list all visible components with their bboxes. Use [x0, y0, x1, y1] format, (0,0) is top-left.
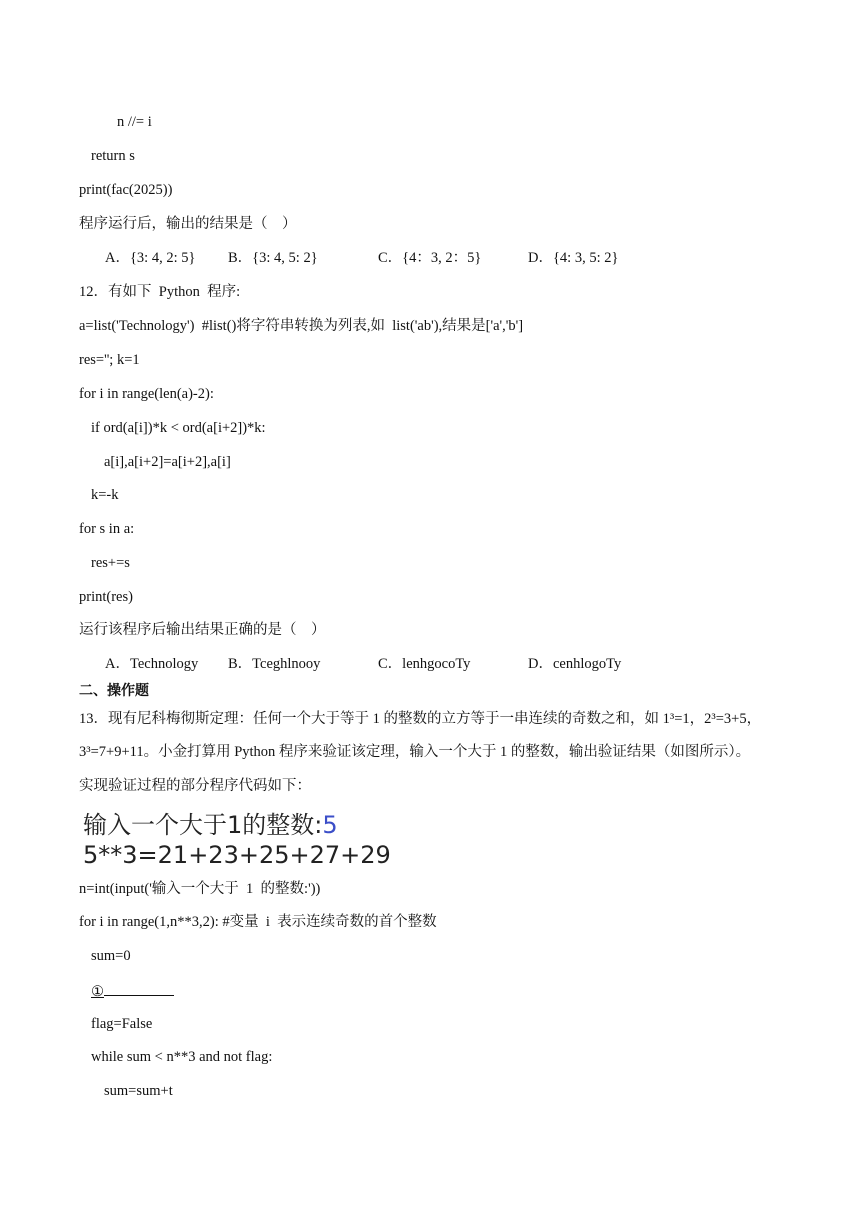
code-line: sum=sum+t [104, 1083, 173, 1099]
code-line: n //= i [117, 114, 152, 130]
question-text: 3³=7+9+11。小金打算用 Python 程序来验证该定理，输入一个大于 1 的整数，输出验证结果（如图所示）。 [79, 744, 751, 760]
code-line: a=list('Technology') #list()将字符串转换为列表,如 list('ab'),结果是['a','b'] [79, 318, 524, 334]
question-prompt: 程序运行后，输出的结果是（ ） [79, 216, 297, 232]
answer-options [0, 655, 860, 673]
question-prompt: 运行该程序后输出结果正确的是（ ） [79, 622, 326, 638]
code-line: res=''; k=1 [79, 352, 140, 368]
code-line: a[i],a[i+2]=a[i+2],a[i] [104, 454, 231, 470]
question-text: 实现验证过程的部分程序代码如下： [79, 778, 311, 794]
option-d: D．{4: 3, 5: 2} [528, 250, 619, 266]
code-line: for i in range(1,n**3,2): #变量 i 表示连续奇数的首个整数 [79, 914, 437, 930]
code-line: for s in a: [79, 521, 135, 537]
console-output: 5**3=21+23+25+27+29 [83, 841, 391, 869]
console-prompt-row [83, 810, 338, 840]
option-a: A．{3: 4, 2: 5} [105, 250, 196, 266]
blank-label: ① [91, 984, 104, 1000]
fill-in-blank [91, 981, 174, 1001]
code-line: for i in range(len(a)-2): [79, 386, 214, 402]
code-line: sum=0 [91, 948, 131, 964]
question-title: 12．有如下 Python 程序: [79, 284, 241, 300]
option-a: A．Technology [105, 656, 199, 672]
code-line: n=int(input('输入一个大于 1 的整数:')) [79, 881, 321, 897]
option-b: B．{3: 4, 5: 2} [228, 250, 318, 266]
code-line: res+=s [91, 555, 130, 571]
code-line: return s [91, 148, 135, 164]
code-line: flag=False [91, 1016, 153, 1032]
code-line: while sum < n**3 and not flag: [91, 1049, 273, 1065]
option-c: C．lenhgocoTy [378, 656, 471, 672]
question-text: 13．现有尼科梅彻斯定理：任何一个大于等于 1 的整数的立方等于一串连续的奇数之和，如 1³=1，2³=3+5， [79, 711, 762, 727]
console-screenshot [80, 810, 390, 870]
code-line: print(res) [79, 589, 133, 605]
console-input-value: 5 [322, 811, 338, 839]
code-line: if ord(a[i])*k < ord(a[i+2])*k: [91, 420, 266, 436]
option-c: C．{4：3, 2：5} [378, 250, 482, 266]
code-line: k=-k [91, 487, 119, 503]
code-line: print(fac(2025)) [79, 182, 173, 198]
blank-underline [104, 981, 174, 996]
console-prompt: 输入一个大于1的整数: [83, 811, 323, 839]
option-d: D．cenhlogoTy [528, 656, 622, 672]
option-b: B．Tceghlnooy [228, 656, 321, 672]
section-heading: 二、操作题 [79, 683, 149, 699]
answer-options [0, 249, 860, 267]
